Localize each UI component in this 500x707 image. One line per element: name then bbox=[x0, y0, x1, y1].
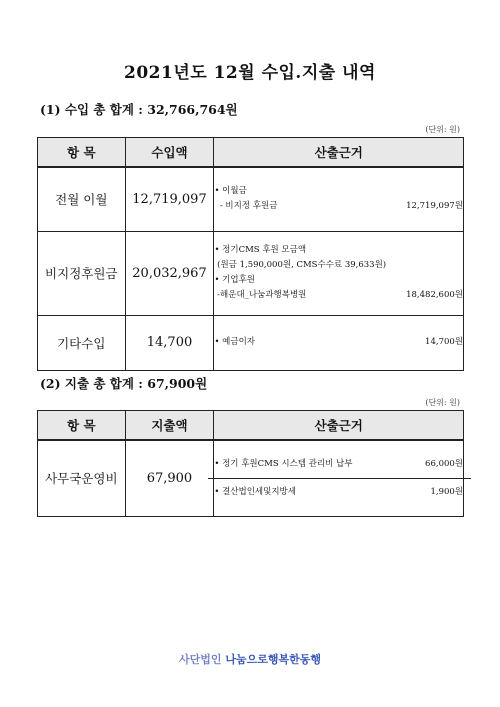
basis-divider bbox=[208, 478, 471, 479]
income-header-basis: 산출근거 bbox=[214, 138, 464, 168]
basis-line-text: • 이월금 bbox=[214, 186, 247, 197]
income-amount-carryover: 12,719,097 bbox=[125, 167, 214, 231]
income-basis-carryover bbox=[214, 167, 464, 231]
income-table bbox=[37, 137, 464, 371]
basis-line-text: • 결산법인세및지방세 bbox=[214, 486, 296, 497]
table-row bbox=[38, 315, 464, 370]
income-table-header-row bbox=[38, 138, 464, 168]
income-basis-undesignated bbox=[214, 231, 464, 315]
org-name-label: 나눔으로행복한동행 bbox=[225, 653, 321, 666]
organization-logo bbox=[0, 651, 500, 667]
income-basis-other bbox=[214, 315, 464, 370]
basis-line-text: (원금 1,590,000원, CMS수수료 39,633원) bbox=[214, 260, 387, 270]
basis-line-value: 1,900원 bbox=[430, 486, 463, 497]
expense-amount-office: 67,900 bbox=[125, 440, 214, 516]
basis-line-text: - 비지정 후원금 bbox=[214, 201, 278, 212]
income-header-item: 항 목 bbox=[38, 138, 126, 168]
basis-line-text: • 정기CMS 후원 모금액 bbox=[214, 245, 307, 255]
table-row bbox=[38, 440, 464, 516]
income-amount-other: 14,700 bbox=[125, 315, 214, 370]
basis-line-text: • 기업후원 bbox=[214, 275, 256, 285]
income-item-other: 기타수입 bbox=[38, 315, 126, 370]
basis-line-text: -해운대_나눔과행복병원 bbox=[214, 290, 307, 300]
basis-line-value: 18,482,600원 bbox=[406, 290, 463, 300]
org-type-label: 사단법인 bbox=[179, 653, 222, 666]
income-unit-label: (단위: 원) bbox=[425, 125, 460, 134]
basis-line-text: • 예금이자 bbox=[214, 337, 256, 347]
expense-total-heading: (2) 지출 총 합계 : 67,900원 bbox=[40, 376, 208, 391]
basis-line-value: 66,000원 bbox=[425, 458, 463, 469]
expense-table bbox=[37, 410, 464, 517]
expense-header-basis: 산출근거 bbox=[214, 411, 464, 441]
income-item-carryover: 전월 이월 bbox=[38, 167, 126, 231]
income-header-amount: 수입액 bbox=[125, 138, 214, 168]
expense-table-header-row bbox=[38, 411, 464, 441]
income-total-heading: (1) 수입 총 합계 : 32,766,764원 bbox=[40, 102, 238, 117]
basis-line-value: 14,700원 bbox=[425, 337, 463, 347]
expense-basis-office bbox=[214, 440, 464, 516]
table-row bbox=[38, 167, 464, 231]
expense-unit-label: (단위: 원) bbox=[425, 398, 460, 407]
page-title: 2021년도 12월 수입.지출 내역 bbox=[124, 63, 376, 83]
table-row bbox=[38, 231, 464, 315]
expense-item-office: 사무국운영비 bbox=[38, 440, 126, 516]
expense-header-amount: 지출액 bbox=[125, 411, 214, 441]
income-item-undesignated: 비지정후원금 bbox=[38, 231, 126, 315]
basis-line-value: 12,719,097원 bbox=[406, 201, 463, 212]
expense-header-item: 항 목 bbox=[38, 411, 126, 441]
basis-line-text: • 정기 후원CMS 시스템 관리비 납부 bbox=[214, 458, 353, 469]
income-amount-undesignated: 20,032,967 bbox=[125, 231, 214, 315]
